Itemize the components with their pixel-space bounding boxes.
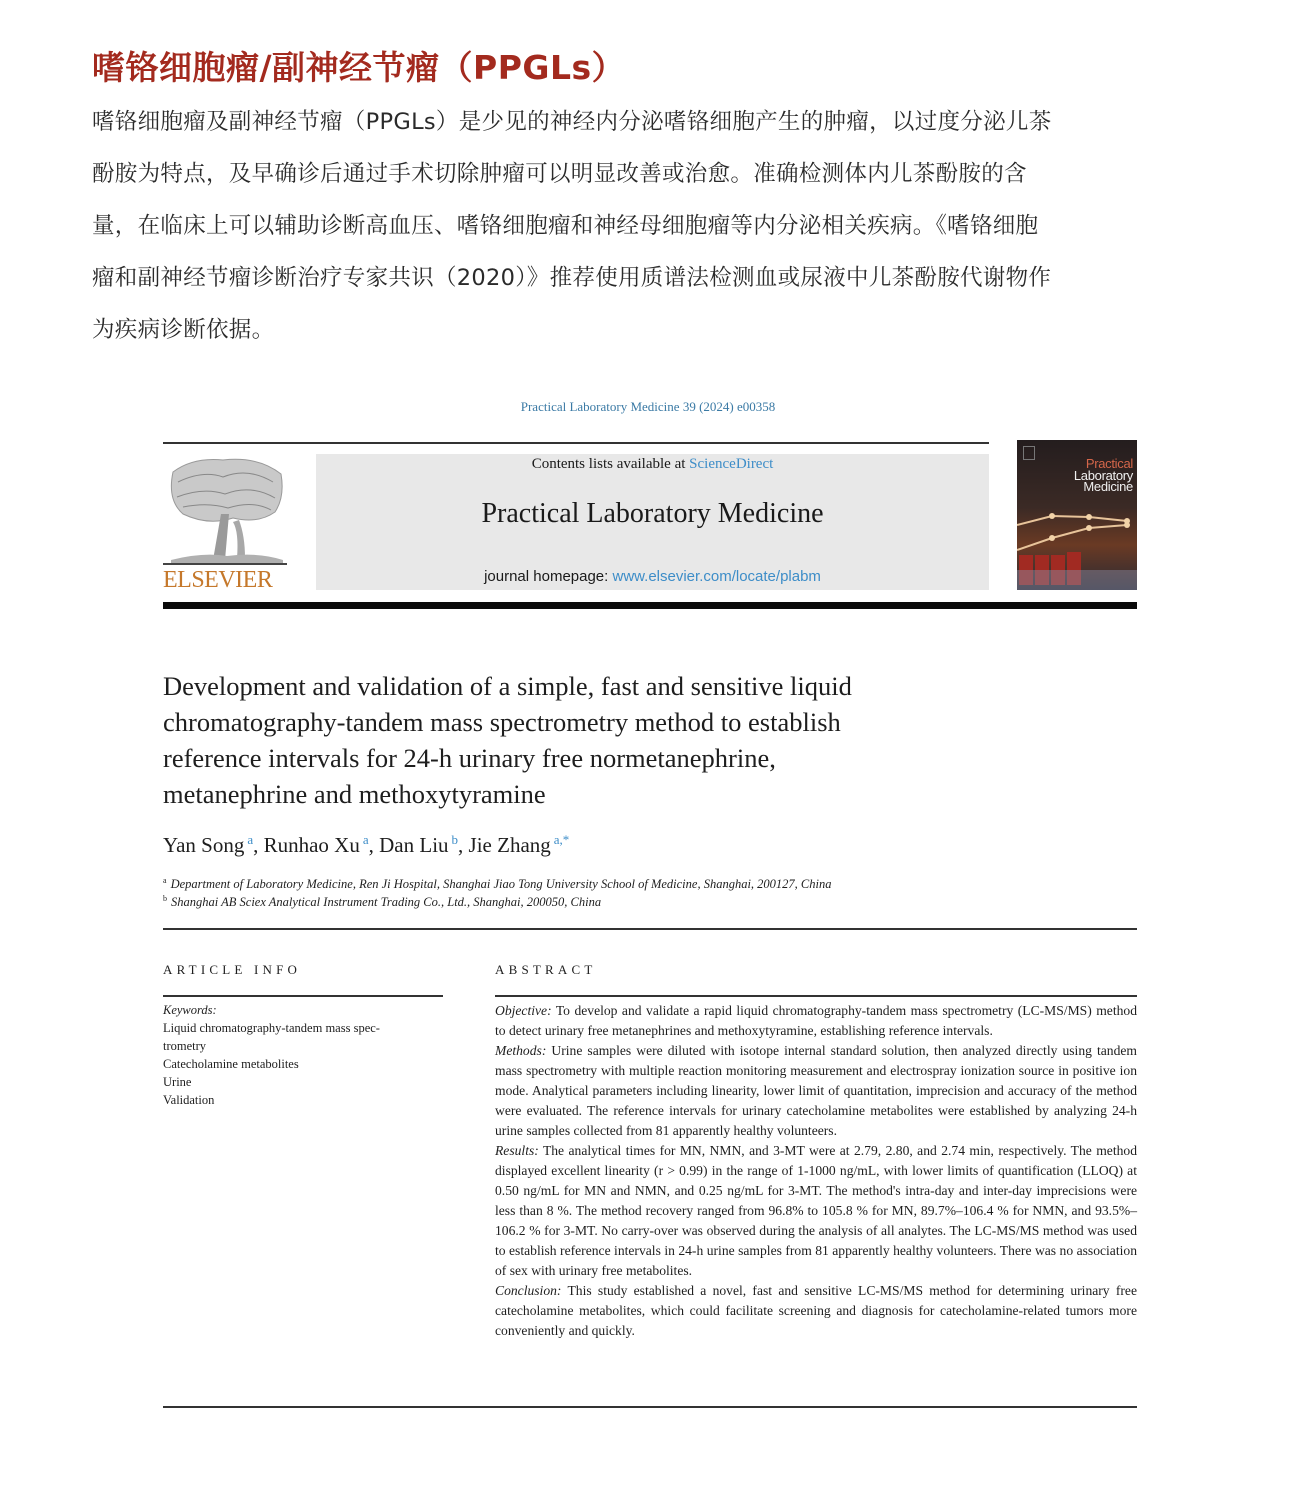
cover-graphic-icon (1017, 440, 1137, 590)
keyword-item: Urine (163, 1075, 192, 1089)
abstract-results (495, 1141, 1137, 1281)
author-name[interactable]: Yan Song (163, 833, 245, 857)
contents-line (316, 456, 989, 473)
author-list (163, 832, 569, 858)
abstract-objective (495, 1001, 1137, 1041)
keyword-item: Liquid chromatography-tandem mass spec- (163, 1021, 380, 1035)
author-separator: , (368, 833, 380, 857)
intro-line: 为疾病诊断依据。 (92, 317, 275, 343)
affiliation-text: Department of Laboratory Medicine, Ren Ji Hospital, Shanghai Jiao Tong University School of Medicine, Shanghai, 200127, China (170, 877, 832, 891)
affiliation-text: Shanghai AB Sciex Analytical Instrument Trading Co., Ltd., Shanghai, 200050, China (171, 895, 602, 909)
author-separator: , (458, 833, 469, 857)
methods-text: Urine samples were diluted with isotope internal standard solution, then analyzed directly using tandem mass spectrometry with multiple reaction monitoring measurement and electrospray ionization source in positive ion mode. Analytical parameters including linearity, lower limit of quantitation, imprecision and accuracy of the method were evaluated. The reference intervals for urinary catecholamine metabolites were established by analyzing 24-h urine samples collected from 81 apparently healthy volunteers. (495, 1043, 1137, 1138)
divider (163, 928, 1137, 930)
objective-text: To develop and validate a rapid liquid chromatography-tandem mass spectrometry (LC-MS/MS) method to detect urinary free metanephrines and methoxytyramine, establishing reference intervals. (495, 1003, 1137, 1038)
keyword-item: trometry (163, 1039, 207, 1053)
author-affiliation-mark[interactable]: a (362, 832, 369, 847)
keyword-item: Catecholamine metabolites (163, 1057, 299, 1071)
author-name[interactable]: Jie Zhang (468, 833, 551, 857)
objective-label: Objective: (495, 1003, 552, 1018)
paper-title (163, 668, 1063, 812)
elsevier-wordmark: ELSEVIER (163, 567, 273, 593)
author-separator: , (253, 833, 264, 857)
divider (495, 995, 1137, 997)
keywords-block (163, 1001, 443, 1109)
author-affiliation-mark[interactable]: a,* (553, 832, 570, 847)
abstract-body (495, 1001, 1137, 1341)
cover-title-line: Practical (1085, 456, 1133, 471)
affiliation-mark: a (163, 876, 167, 885)
keywords-label: Keywords: (163, 1003, 217, 1017)
intro-line: 酚胺为特点，及早确诊后通过手术切除肿瘤可以明显改善或治愈。准确检测体内儿茶酚胺的含 (92, 161, 1027, 187)
abstract-conclusion (495, 1281, 1137, 1341)
affiliation (163, 894, 601, 910)
title-line: reference intervals for 24-h urinary free normetanephrine, (163, 743, 776, 773)
divider (163, 1406, 1137, 1408)
intro-line: 瘤和副神经节瘤诊断治疗专家共识（2020）》推荐使用质谱法检测血或尿液中儿茶酚胺代谢物作 (92, 265, 1052, 291)
results-text: The analytical times for MN, NMN, and 3-MT were at 2.79, 2.80, and 2.74 min, respectively. The method displayed excellent linearity (r > 0.99) in the range of 1-1000 ng/mL, with lower limits of quantification (LLOQ) at 0.50 ng/mL for MN and NMN, and 0.25 ng/mL for 3-MT. The method's intra-day and inter-day imprecisions were less than 8 %. The method recovery ranged from 96.8% to 105.8 % for MN, 89.7%–106.4 % for NMN, and 93.5%–106.2 % for 3-MT. No carry-over was observed during the analysis of all analytes. The LC-MS/MS method was used to establish reference intervals in 24-h urine samples from 81 apparently healthy volunteers. There was no association of sex with urinary free metabolites. (495, 1143, 1137, 1278)
intro-line: 量，在临床上可以辅助诊断高血压、嗜铬细胞瘤和神经母细胞瘤等内分泌相关疾病。《嗜铬细胞 (92, 213, 1039, 239)
author-name[interactable]: Dan Liu (379, 833, 449, 857)
journal-citation: Practical Laboratory Medicine 39 (2024) e00358 (520, 399, 776, 414)
cover-title-line: Medicine (1083, 479, 1133, 494)
divider-thick (163, 602, 1137, 609)
title-line: metanephrine and methoxytyramine (163, 779, 546, 809)
abstract-heading: ABSTRACT (495, 962, 597, 977)
affiliation-mark: b (163, 894, 167, 903)
abstract-methods (495, 1041, 1137, 1141)
title-line: Development and validation of a simple, fast and sensitive liquid (163, 671, 852, 701)
author-affiliation-mark[interactable]: b (451, 832, 459, 847)
conclusion-label: Conclusion: (495, 1283, 562, 1298)
methods-label: Methods: (495, 1043, 547, 1058)
contents-prefix: Contents lists available at (531, 456, 690, 472)
conclusion-text: This study established a novel, fast and sensitive LC-MS/MS method for determining urinary free catecholamine metabolites, which could facilitate screening and diagnosis for catecholamine-related tumors more conveniently and quickly. (495, 1283, 1137, 1338)
homepage-line (316, 568, 989, 585)
journal-cover-image (1017, 440, 1137, 590)
divider (163, 995, 443, 997)
keyword-item: Validation (163, 1093, 215, 1107)
results-label: Results: (495, 1143, 539, 1158)
journal-name: Practical Laboratory Medicine (481, 498, 824, 529)
divider (163, 442, 989, 444)
author-name[interactable]: Runhao Xu (263, 833, 360, 857)
intro-line: 嗜铬细胞瘤及副神经节瘤（PPGLs）是少见的神经内分泌嗜铬细胞产生的肿瘤，以过度分泌儿茶 (92, 109, 1052, 135)
section-title: 嗜铬细胞瘤/副神经节瘤（PPGLs） (92, 48, 626, 87)
cover-title-line: Laboratory (1073, 468, 1133, 483)
homepage-prefix: journal homepage: (484, 568, 613, 585)
article-info-heading: ARTICLE INFO (163, 962, 302, 977)
title-line: chromatography-tandem mass spectrometry method to establish (163, 707, 841, 737)
sciencedirect-link[interactable]: ScienceDirect (689, 456, 774, 472)
homepage-link[interactable]: www.elsevier.com/locate/plabm (612, 568, 821, 585)
journal-banner (316, 454, 989, 590)
affiliation (163, 876, 832, 892)
author-affiliation-mark[interactable]: a (247, 832, 254, 847)
